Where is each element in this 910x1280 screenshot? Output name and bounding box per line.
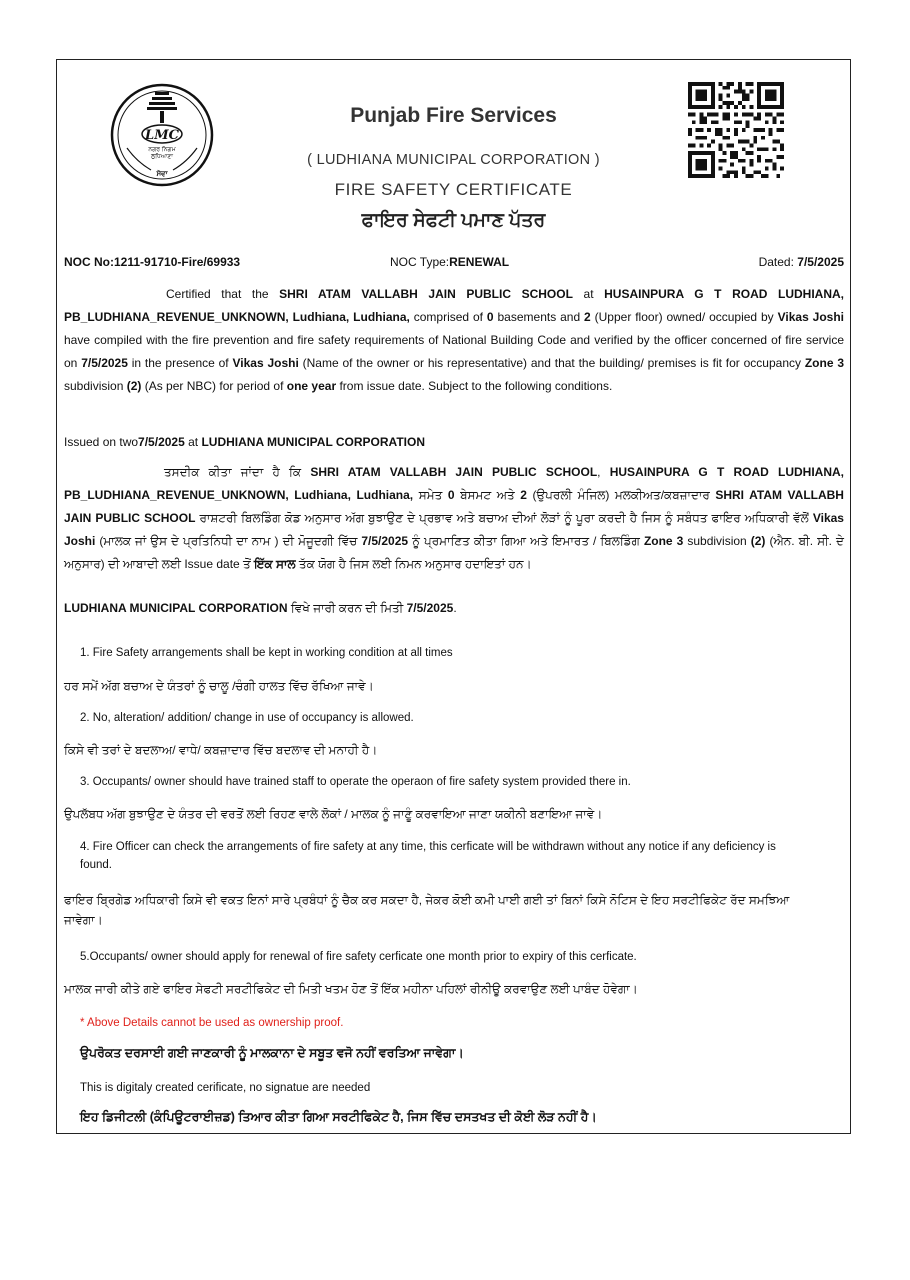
text-fragment: 2 [520, 488, 527, 502]
text-fragment: LUDHIANA MUNICIPAL CORPORATION [64, 601, 288, 615]
condition-3-punjabi: ਉਪਲੱਬਧ ਅੱਗ ਬੁਝਾਉਣ ਦੇ ਯੰਤਰ ਦੀ ਵਰਤੋਂ ਲਈ ਰਿਹਣ ਵਾਲੇ ਲੋਕਾਂ / ਮਾਲਕ ਨੂੰ ਜਾਣੂੰ ਕਰਵਾਇਆ ਜਾਣਾ ਯਕੀਨੀ ਬਣਾਇਆ ਜਾਵੇ। [64, 807, 603, 821]
text-fragment: , [597, 465, 610, 479]
text-fragment: ਰਾਸ਼ਟਰੀ ਬਿਲਡਿੰਗ ਕੋਡ ਅਨੁਸਾਰ ਅੱਗ ਬੁਝਾਉਣ ਦੇ ਪ੍ਰਭਾਵ ਅਤੇ ਬਚਾਅ ਦੀਆਂ ਲੋੜਾਂ ਨੂੰ ਪੂਰਾ ਕਰਦੀ ਹੈ ਜਿਸ ਨੂੰ ਸਬੰਧਤ ਫਾਇਰ ਅਧਿਕਾਰੀ ਵੱਲੋਂ [195, 511, 813, 525]
text-fragment: ਬੇਸਮਟ ਅਤੇ [454, 488, 521, 502]
text-fragment: ਇੱਕ ਸਾਲ [254, 557, 296, 571]
text-fragment: Zone 3 [643, 534, 684, 548]
text-fragment: Issued on two [64, 435, 139, 449]
text-fragment: one year [286, 379, 337, 393]
text-fragment: Vikas Joshi [777, 310, 844, 324]
org-title: Punjab Fire Services [350, 104, 557, 127]
condition-3-english: 3. Occupants/ owner should have trained staff to operate the operaon of fire safety system provided there in. [80, 776, 631, 788]
text-fragment: (ਉਪਰਲੀ ਮੰਜਿਲ) ਮਲਕੀਅਤ/ਕਬਜ਼ਾਦਾਰ [526, 488, 716, 502]
condition-1-english: 1. Fire Safety arrangements shall be kept in working condition at all times [80, 647, 453, 659]
ownership-disclaimer-punjabi: ਉਪਰੋਕਤ ਦਰਸਾਈ ਗਈ ਜਾਣਕਾਰੀ ਨੂੰ ਮਾਲਕਾਨਾ ਦੇ ਸਬੂਤ ਵਜੋ ਨਹੀਂ ਵਰਤਿਆ ਜਾਵੇਗਾ। [80, 1046, 464, 1060]
ownership-disclaimer-english: * Above Details cannot be used as ownership proof. [80, 1017, 344, 1029]
condition-1-punjabi: ਹਰ ਸਮੇਂ ਅੱਗ ਬਚਾਅ ਦੇ ਯੰਤਰਾਂ ਨੂੰ ਚਾਲੂ /ਚੰਗੀ ਹਾਲਤ ਵਿੱਚ ਰੱਖਿਆ ਜਾਵੇ। [64, 679, 374, 693]
noc-type-label: NOC Type: [390, 255, 450, 269]
certification-paragraph-punjabi [64, 461, 844, 576]
logo-ludhiana-text: ਲੁਧਿਆਣਾ [151, 153, 173, 160]
text-fragment: HUSAINPURA G T ROAD LUDHIANA, PB_LUDHIANA_REVENUE_UNKNOWN, Ludhiana, Ludhiana, [64, 287, 844, 324]
text-fragment: Vikas Joshi [64, 511, 844, 548]
digital-certificate-note-english: This is digitaly created cerificate, no signatue are needed [80, 1082, 371, 1094]
text-fragment: 7/5/2025 [361, 534, 409, 548]
text-fragment: (ਐਨ. ਬੀ. ਸੀ. ਦੇ ਅਨੁਸਾਰ) ਦੀ ਆਬਾਦੀ ਲਈ Issue date ਤੋਂ [64, 534, 844, 571]
condition-4-english: 4. Fire Officer can check the arrangements of fire safety at any time, this cerficate will be withdrawn without any notice if any deficiency is found. [80, 841, 776, 871]
text-fragment: 0 [486, 310, 494, 324]
text-fragment: 0 [447, 488, 455, 502]
text-fragment: SHRI ATAM VALLABH JAIN PUBLIC SCHOOL [279, 287, 573, 301]
text-fragment: at [184, 435, 202, 449]
noc-type [390, 255, 509, 269]
text-fragment: Vikas Joshi [232, 356, 299, 370]
condition-2-english: 2. No, alteration/ addition/ change in use of occupancy is allowed. [80, 712, 414, 724]
text-fragment: SHRI ATAM VALLABH JAIN PUBLIC SCHOOL [64, 488, 844, 525]
noc-type-value: RENEWAL [449, 255, 510, 269]
digital-certificate-note-punjabi: ਇਹ ਡਿਜੀਟਲੀ (ਕੰਪਿਊਟਰਾਈਜ਼ਡ) ਤਿਆਰ ਕੀਤਾ ਗਿਆ ਸਰਟੀਫਿਕੇਟ ਹੈ, ਜਿਸ ਵਿੱਚ ਦਸਤਖਤ ਦੀ ਕੋਈ ਲੋੜ ਨਹੀਂ ਹੈ। [80, 1110, 597, 1124]
condition-5-punjabi: ਮਾਲਕ ਜਾਰੀ ਕੀਤੇ ਗਏ ਫਾਇਰ ਸੇਫਟੀ ਸਰਟੀਫਿਕੇਟ ਦੀ ਮਿਤੀ ਖਤਮ ਹੋਣ ਤੋਂ ਇੱਕ ਮਹੀਨਾ ਪਹਿਲਾਂ ਰੀਨੀਊ ਕਰਵਾਉਣ ਲਈ ਪਾਬੰਦ ਹੋਵੇਗਾ। [64, 982, 638, 996]
text-fragment: . [453, 601, 457, 615]
text-fragment: subdivision [683, 534, 751, 548]
corporation-subtitle: ( LUDHIANA MUNICIPAL CORPORATION ) [307, 152, 600, 168]
condition-5-english: 5.Occupants/ owner should apply for renewal of fire safety cerficate one month prior to expiry of this cerficate. [80, 951, 637, 963]
issued-on-line-punjabi [64, 601, 457, 616]
text-fragment: in the presence of [127, 356, 233, 370]
logo-seva-text: ਸੇਵਾ [156, 170, 168, 178]
logo-lmc-text: LMC [145, 128, 179, 143]
issued-on-line [64, 435, 425, 449]
text-fragment: Certified that the [166, 287, 280, 301]
condition-2-punjabi: ਕਿਸੇ ਵੀ ਤਰਾਂ ਦੇ ਬਦਲਾਅ/ ਵਾਧੇ/ ਕਬਜ਼ਾਦਾਰ ਵਿੱਚ ਬਦਲਾਵ ਦੀ ਮਨਾਹੀ ਹੈ। [64, 743, 378, 757]
certification-paragraph-english [64, 283, 844, 398]
text-fragment: ਸਮੇਤ [413, 488, 448, 502]
text-fragment: (As per NBC) for period of [141, 379, 287, 393]
municipal-seal-logo [109, 82, 215, 188]
certificate-title-punjabi: ਫਾਇਰ ਸੇਫਟੀ ਪਮਾਣ ਪੱਤਰ [361, 210, 546, 231]
text-fragment: (2) [750, 534, 766, 548]
text-fragment: basements and [493, 310, 585, 324]
text-fragment: ਵਿਖੇ ਜਾਰੀ ਕਰਨ ਦੀ ਮਿਤੀ [287, 601, 407, 615]
text-fragment: (Upper floor) owned/ occupied by [590, 310, 778, 324]
text-fragment: at [572, 287, 605, 301]
text-fragment: (ਮਾਲਕ ਜਾਂ ਉਸ ਦੇ ਪ੍ਰਤਿਨਿਧੀ ਦਾ ਨਾਮ ) ਦੀ ਮੋਜੂਦਗੀ ਵਿੱਚ [95, 534, 362, 548]
text-fragment: 2 [584, 310, 591, 324]
noc-number: NOC No:1211-91710-Fire/69933 [64, 255, 241, 269]
condition-4-punjabi: ਫਾਇਰ ਬ੍ਰਿਗੇਡ ਅਧਿਕਾਰੀ ਕਿਸੇ ਵੀ ਵਕਤ ਇਨਾਂ ਸਾਰੇ ਪ੍ਰਬੰਧਾਂ ਨੂੰ ਚੈਕ ਕਰ ਸਕਦਾ ਹੈ, ਜੇਕਰ ਕੋਈ ਕਮੀ ਪਾਈ ਗਈ ਤਾਂ ਬਿਨਾਂ ਕਿਸੇ ਨੋਟਿਸ ਦੇ ਇਹ ਸਰਟੀਫਿਕੇਟ ਰੱਦ ਸਮਝਿਆ ਜਾਵੇਗਾ। [64, 893, 790, 927]
certificate-title: FIRE SAFETY CERTIFICATE [334, 180, 573, 199]
certificate-frame [56, 59, 851, 1134]
text-fragment: HUSAINPURA G T ROAD LUDHIANA, PB_LUDHIANA_REVENUE_UNKNOWN, Ludhiana, Ludhiana, [64, 465, 845, 502]
dated-value: 7/5/2025 [797, 255, 844, 269]
logo-ngar-nigam-text: ਨਗਰ ਨਿਗਮ [148, 146, 176, 153]
text-fragment: (Name of the owner or his representative) and that the building/ premises is fit for occupancy [298, 356, 805, 370]
dated [759, 255, 844, 269]
text-fragment: ਤਸਦੀਕ ਕੀਤਾ ਜਾਂਦਾ ਹੈ ਕਿ [164, 465, 311, 479]
text-fragment: have compiled with the fire prevention and fire safety requirements of National Building Code and verified by the officer concerned of fire service on [64, 333, 844, 370]
text-fragment: subdivision [64, 379, 127, 393]
text-fragment: LUDHIANA MUNICIPAL CORPORATION [201, 435, 425, 449]
text-fragment: ਨੂੰ ਪ੍ਰਮਾਣਿਤ ਕੀਤਾ ਗਿਆ ਅਤੇ ਇਮਾਰਤ / ਬਿਲਡਿੰਗ [408, 534, 644, 548]
text-fragment: 7/5/2025 [406, 601, 454, 615]
text-fragment: ਤੱਕ ਯੋਗ ਹੈ ਜਿਸ ਲਈ ਨਿਮਨ ਅਨੁਸਾਰ ਹਦਾਇਤਾਂ ਹਨ। [295, 557, 532, 571]
text-fragment: 7/5/2025 [138, 435, 185, 449]
text-fragment: 7/5/2025 [81, 356, 128, 370]
text-fragment: comprised of [409, 310, 487, 324]
dated-label: Dated: [758, 255, 798, 269]
text-fragment: (2) [126, 379, 142, 393]
text-fragment: SHRI ATAM VALLABH JAIN PUBLIC SCHOOL [310, 465, 598, 479]
text-fragment: Zone 3 [804, 356, 845, 370]
text-fragment: from issue date. Subject to the following conditions. [336, 379, 613, 393]
